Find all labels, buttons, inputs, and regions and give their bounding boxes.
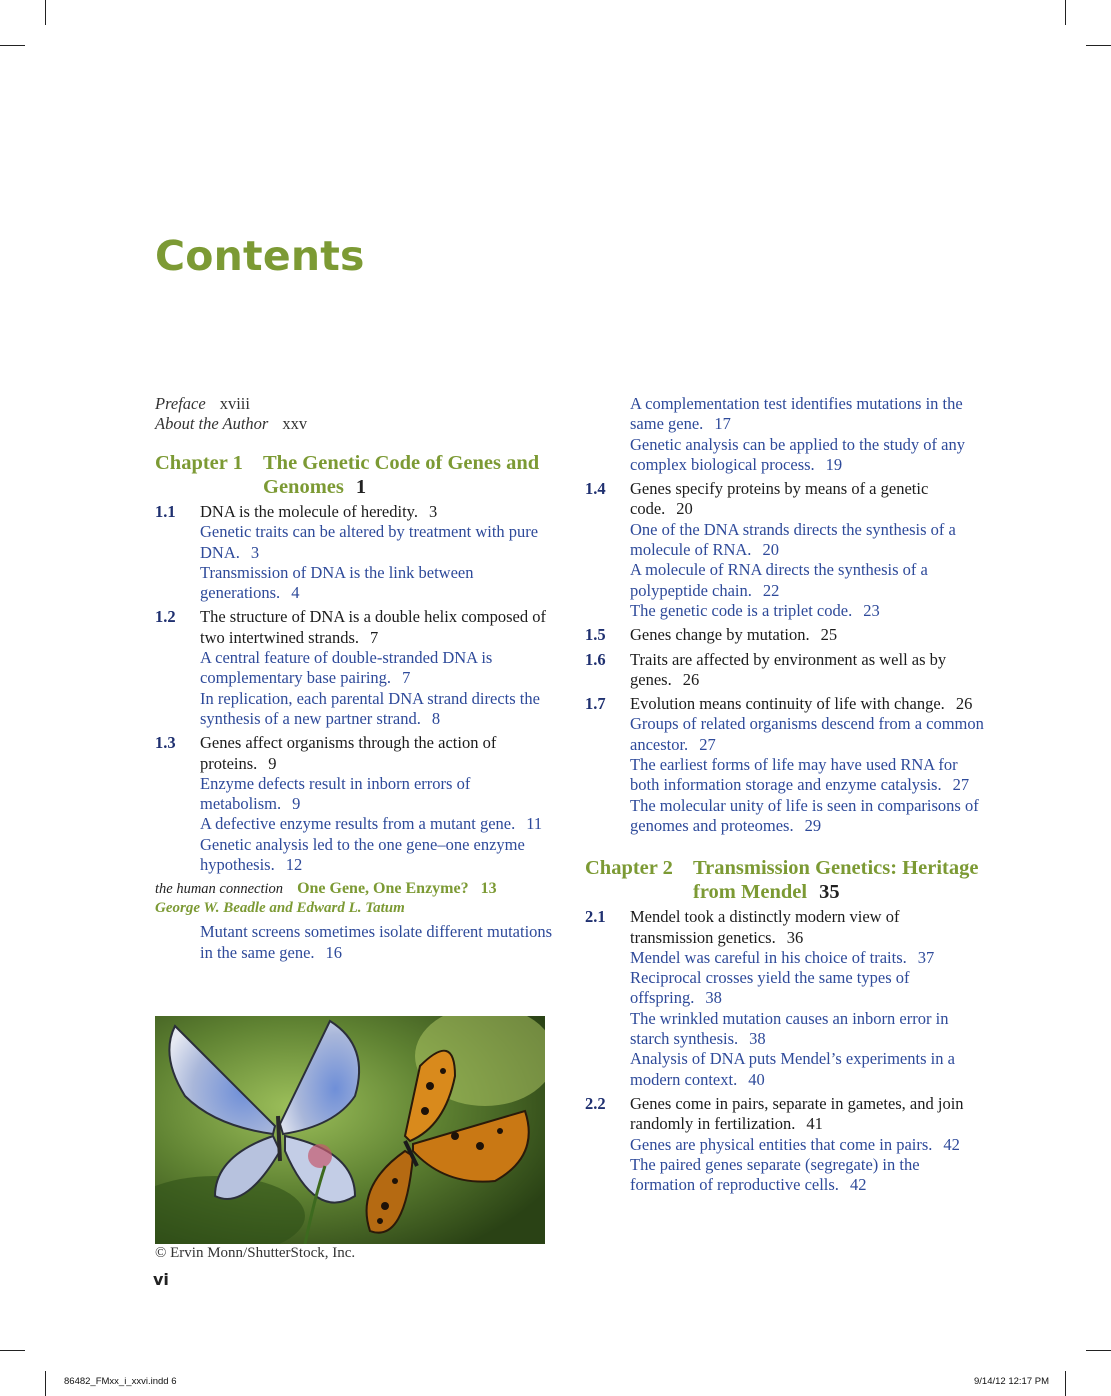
section-heading-text: Genes come in pairs, separate in gametes, and join randomly in fertilization.	[630, 1093, 964, 1134]
subsection-entry[interactable]	[630, 714, 985, 755]
section-heading-page: 25	[820, 625, 838, 645]
human-connection-page: 13	[480, 880, 497, 898]
about-author-label: About the Author	[155, 414, 269, 433]
subsection-entry-text: Analysis of DNA puts Mendel’s experiments in a modern context.	[630, 1049, 955, 1089]
section-heading-page: 41	[806, 1114, 823, 1134]
crop-mark-bottom-left-v	[45, 1371, 46, 1396]
left-column	[155, 394, 555, 963]
subsection-entry[interactable]	[630, 796, 985, 837]
section-heading-text: Genes specify proteins by means of a genetic code.	[630, 479, 929, 519]
subsection-entry-page: 3	[250, 542, 260, 562]
subsection-entry[interactable]	[200, 689, 555, 730]
subsection-entry-page: 8	[431, 708, 441, 728]
section-number: 1.2	[155, 607, 176, 627]
section-heading-page: 9	[268, 753, 277, 773]
subsection-entry[interactable]	[200, 774, 555, 815]
crop-mark-bottom-left-h	[0, 1350, 25, 1351]
human-connection-label: the human connection	[155, 881, 284, 898]
section-heading-page: 20	[676, 499, 693, 519]
subsection-entry-page: 4	[291, 583, 300, 603]
subsection-entry[interactable]	[630, 1009, 985, 1050]
subsection-entry-text: The paired genes separate (segregate) in the formation of reproductive cells.	[630, 1154, 920, 1195]
section-heading[interactable]	[200, 607, 555, 648]
subsection-entry-page: 37	[917, 947, 935, 967]
chapter-number: Chapter 2	[585, 857, 673, 880]
section-body	[630, 1094, 985, 1195]
subsection-entry-text: A central feature of double-stranded DNA is complementary base pairing.	[200, 648, 493, 688]
chapter-title: Transmission Genetics: Heritage from Mendel	[693, 857, 979, 904]
subsection-entry-page: 42	[849, 1175, 867, 1195]
subsection-entry-page: 20	[762, 540, 779, 560]
section-heading[interactable]	[630, 907, 985, 948]
section-2-2	[585, 1094, 985, 1195]
subsection-entry-page: 19	[825, 454, 843, 474]
section-body	[630, 650, 985, 691]
section-heading-text: Traits are affected by environment as well as by genes.	[630, 649, 947, 689]
subsection-entry[interactable]	[630, 560, 985, 601]
section-number: 1.4	[585, 479, 606, 499]
page-folio: vi	[153, 1270, 169, 1289]
preface-page: xviii	[219, 394, 250, 413]
subsection-entry-text: Genetic analysis led to the one gene–one enzyme hypothesis.	[200, 834, 525, 875]
subsection-entry[interactable]	[200, 522, 555, 563]
subsection-entry-page: 17	[714, 414, 731, 434]
subsection-entry[interactable]	[630, 520, 985, 561]
section-heading[interactable]	[630, 625, 985, 645]
subsection-entry-text: Mendel was careful in his choice of traits.	[630, 947, 907, 967]
section-body	[200, 733, 555, 875]
section-heading-text: The structure of DNA is a double helix composed of two intertwined strands.	[200, 607, 546, 647]
section-heading[interactable]	[630, 694, 985, 714]
subsection-entry-text: The molecular unity of life is seen in comparisons of genomes and proteomes.	[630, 795, 979, 835]
subsection-entry[interactable]	[630, 394, 985, 435]
butterflies-photo	[155, 1016, 545, 1244]
subsection-entry-page: 9	[292, 794, 301, 814]
section-heading-page: 26	[682, 669, 700, 689]
section-heading-text: Evolution means continuity of life with change.	[630, 694, 945, 714]
section-body	[200, 502, 555, 603]
section-body	[630, 694, 985, 836]
subsection-entry-text: Enzyme defects result in inborn errors of metabolism.	[200, 773, 471, 814]
subsection-entry-text: One of the DNA strands directs the synthesis of a molecule of RNA.	[630, 519, 956, 560]
subsection-entry[interactable]	[630, 968, 985, 1009]
subsection-entry[interactable]	[630, 601, 985, 621]
human-connection-entry[interactable]	[155, 879, 555, 918]
photo-credit: © Ervin Monn/ShutterStock, Inc.	[155, 1245, 356, 1261]
crop-mark-top-left-v	[45, 0, 46, 25]
subsection-entry[interactable]	[200, 814, 555, 834]
chapter-page: 35	[819, 881, 840, 904]
subsection-entry-text: Transmission of DNA is the link between generations.	[200, 562, 474, 603]
subsection-entry-page: 38	[705, 988, 722, 1008]
subsection-entry-text: Groups of related organisms descend from a common ancestor.	[630, 714, 984, 754]
section-heading[interactable]	[200, 502, 555, 522]
page-title: Contents	[155, 232, 365, 280]
section-1-4	[585, 479, 985, 621]
section-heading-page: 36	[786, 927, 804, 947]
section-number: 1.5	[585, 625, 606, 645]
subsection-entry-page: 11	[526, 814, 543, 834]
chapter-2-heading[interactable]	[585, 856, 985, 904]
section-heading-text: DNA is the molecule of heredity.	[200, 502, 418, 521]
subsection-entry[interactable]	[630, 948, 985, 968]
subsection-entry[interactable]	[200, 835, 555, 876]
subsection-entry-page: 22	[762, 580, 780, 600]
right-column	[585, 394, 985, 1195]
subsection-entry[interactable]	[630, 435, 985, 476]
chapter-number: Chapter 1	[155, 452, 243, 474]
subsection-entry-page: 7	[402, 668, 411, 688]
crop-mark-top-right-v	[1065, 0, 1066, 25]
preface-entry[interactable]	[155, 394, 555, 414]
section-body	[630, 907, 985, 1090]
section-heading-page: 7	[370, 627, 379, 647]
after-human-connection	[155, 922, 555, 963]
subsection-entry-page: 40	[748, 1069, 765, 1089]
subsection-entry-page: 38	[749, 1029, 766, 1049]
section-heading-text: Mendel took a distinctly modern view of transmission genetics.	[630, 907, 900, 947]
section-number: 1.7	[585, 694, 606, 714]
subsection-entry[interactable]	[630, 1155, 985, 1196]
human-connection-authors: George W. Beadle and Edward L. Tatum	[155, 900, 405, 917]
subsection-entry-page: 29	[804, 815, 822, 835]
about-author-entry[interactable]	[155, 414, 555, 434]
slug-filename: 86482_FMxx_i_xxvi.indd 6	[64, 1376, 177, 1387]
section-1-2	[155, 607, 555, 729]
section-heading-page: 26	[955, 694, 973, 714]
subsection-entry-text: Genes are physical entities that come in pairs.	[630, 1134, 933, 1154]
section-number: 2.2	[585, 1093, 606, 1113]
crop-mark-bottom-right-v	[1065, 1371, 1066, 1396]
section-number: 1.6	[585, 649, 606, 669]
section-body	[630, 625, 985, 645]
slug-date: 9/14/12 12:17 PM	[974, 1376, 1049, 1387]
subsection-entry-text: Genetic analysis can be applied to the study of any complex biological process.	[630, 434, 965, 474]
subsection-entry-text: Genetic traits can be altered by treatment with pure DNA.	[200, 522, 539, 562]
section-heading[interactable]	[630, 650, 985, 691]
subsection-entry-text: A complementation test identifies mutations in the same gene.	[630, 394, 963, 434]
subsection-entry[interactable]	[630, 1135, 985, 1155]
crop-mark-top-left-h	[0, 45, 25, 46]
subsection-entry[interactable]	[200, 563, 555, 604]
subsection-entry-text: The earliest forms of life may have used RNA for both information storage and enzyme catalysis.	[630, 755, 958, 795]
section-1-3	[155, 733, 555, 875]
section-1-7	[585, 694, 985, 836]
subsection-entry[interactable]	[630, 755, 985, 796]
subsection-entry[interactable]	[630, 1049, 985, 1090]
about-author-page: xxv	[282, 414, 308, 433]
human-connection-title: One Gene, One Enzyme?	[297, 880, 469, 898]
chapter-2-sections	[585, 907, 985, 1195]
section-heading-text: Genes change by mutation.	[630, 625, 810, 645]
subsection-entry-text: A molecule of RNA directs the synthesis of a polypeptide chain.	[630, 560, 928, 600]
subsection-entry-page: 23	[863, 600, 880, 620]
section-1-5	[585, 625, 985, 645]
subsection-entry-page: 16	[325, 942, 343, 962]
section-heading[interactable]	[630, 479, 985, 520]
subsection-entry-page: 42	[943, 1134, 960, 1154]
crop-mark-bottom-right-h	[1086, 1350, 1111, 1351]
subsection-entry-page: 27	[952, 775, 970, 795]
section-heading-text: Genes affect organisms through the action of proteins.	[200, 733, 497, 773]
subsection-entry-text: In replication, each parental DNA strand directs the synthesis of a new partner strand.	[200, 688, 540, 728]
section-heading[interactable]	[630, 1094, 985, 1135]
crop-mark-top-right-h	[1086, 45, 1111, 46]
section-body	[630, 479, 985, 621]
chapter-page: 1	[355, 476, 367, 498]
chapter-1-sections-continued	[585, 479, 985, 836]
subsection-entry-text: The genetic code is a triplet code.	[630, 600, 853, 620]
subsection-entry-text: A defective enzyme results from a mutant gene.	[200, 814, 516, 834]
section-heading-page: 3	[428, 502, 438, 521]
butterflies-illustration	[155, 1016, 545, 1244]
subsection-entry-text: Mutant screens sometimes isolate different mutations in the same gene.	[200, 922, 553, 962]
section-number: 2.1	[585, 907, 606, 927]
section-1-6	[585, 650, 985, 691]
preface-label: Preface	[155, 394, 206, 413]
section-number: 1.3	[155, 733, 176, 753]
subsection-entry-text: Reciprocal crosses yield the same types of offspring.	[630, 968, 910, 1008]
section-body	[200, 607, 555, 729]
section-heading[interactable]	[200, 733, 555, 774]
subsection-entry-page: 27	[699, 734, 716, 754]
subsection-entry[interactable]	[200, 648, 555, 689]
chapter-title: The Genetic Code of Genes and Genomes	[263, 452, 540, 498]
section-number: 1.1	[155, 502, 176, 521]
chapter-1-continued	[585, 394, 985, 475]
chapter-1-sections	[155, 502, 555, 875]
section-2-1	[585, 907, 985, 1090]
subsection-entry[interactable]	[200, 922, 555, 963]
subsection-entry-text: The wrinkled mutation causes an inborn error in starch synthesis.	[630, 1008, 949, 1049]
section-1-1	[155, 502, 555, 603]
subsection-entry-page: 12	[285, 855, 303, 875]
chapter-1-heading[interactable]	[155, 451, 555, 499]
